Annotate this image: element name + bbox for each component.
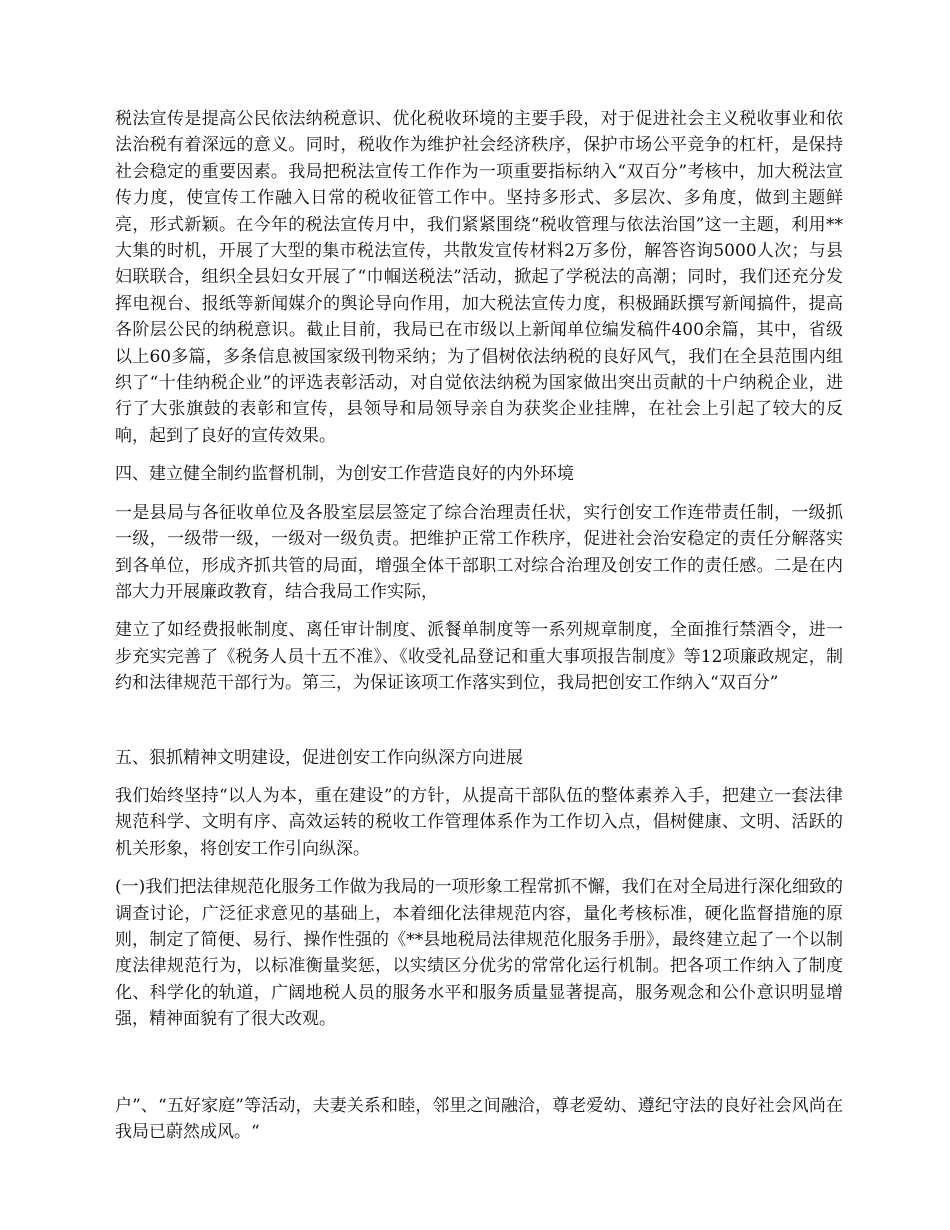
paragraph-regulations: 建立了如经费报帐制度、离任审计制度、派餐单制度等一系列规章制度，全面推行禁酒令，进一步充实完善了《税务人员十五不准》、《收受礼品登记和重大事项报告制度》等12项廉政规定，制约和法律规范干部行为。第三，为保证该项工作落实到位，我局把创安工作纳入“双百分” xyxy=(115,620,843,694)
paragraph-responsibility-system: 一是县局与各征收单位及各股室层层签定了综合治理责任状，实行创安工作连带责任制，一级抓一级，一级带一级，一级对一级负责。把维护正常工作秩序，促进社会治安稳定的责任分解落实到各单位，形成齐抓共管的局面，增强全体干部职工对综合治理及创安工作的责任感。二是在内部大力开展廉政教育，结合我局工作实际， xyxy=(115,502,843,602)
paragraph-tax-publicity: 税法宣传是提高公民依法纳税意识、优化税收环境的主要手段，对于促进社会主义税收事业和依法治税有着深远的意义。同时，税收作为维护社会经济秩序，保护市场公平竞争的杠杆，是保持社会稳定的重要因素。我局把税法宣传工作作为一项重要指标纳入“双百分”考核中，加大税法宣传力度，使宣传工作融入日常的税收征管工作中。坚持多形式、多层次、多角度，做到主题鲜亮，形式新颖。在今年的税法宣传月中，我们紧紧围绕“税收管理与依法治国”这一主题，利用**大集的时机，开展了大型的集市税法宣传，共散发宣传材料2万多份，解答咨询5000人次；与县妇联联合，组织全县妇女开展了“巾帼送税法”活动，掀起了学税法的高潮；同时，我们还充分发挥电视台、报纸等新闻媒介的舆论导向作用，加大税法宣传力度，积极踊跃撰写新闻搞件，提高各阶层公民的纳税意识。截止目前，我局已在市级以上新闻单位编发稿件400余篇，其中，省级以上60多篇，多条信息被国家级刊物采纳；为了倡树依法纳税的良好风气，我们在全县范围内组织了“十佳纳税企业”的评选表彰活动，对自觉依法纳税为国家做出突出贡献的十户纳税企业，进行了大张旗鼓的表彰和宣传，县领导和局领导亲自为获奖企业挂牌，在社会上引起了较大的反响，起到了良好的宣传效果。 xyxy=(115,109,843,446)
section-heading-4: 四、建立健全制约监督机制，为创安工作营造良好的内外环境 xyxy=(115,464,574,485)
section-heading-5: 五、狠抓精神文明建设，促进创安工作向纵深方向进展 xyxy=(115,747,523,768)
paragraph-standardized-service: (一)我们把法律规范化服务工作做为我局的一项形象工程常抓不懈，我们在对全局进行深化细致的调查讨论，广泛征求意见的基础上，本着细化法律规范内容，量化考核标准，硬化监督措施的原则，制定了简便、易行、操作性强的《**县地税局法律规范化服务手册》，最终建立起了一个以制度法律规范行为，以标准衡量奖惩，以实绩区分优劣的常常化运行机制。把各项工作纳入了制度化、科学化的轨道，广阔地税人员的服务水平和服务质量显著提高，服务观念和公仆意识明显增强，精神面貌有了很大改观。 xyxy=(115,877,843,1030)
paragraph-people-oriented: 我们始终坚持“以人为本，重在建设”的方针，从提高干部队伍的整体素养入手，把建立一套法律规范科学、文明有序、高效运转的税收工作管理体系作为工作切入点，倡树健康、文明、活跃的机关形象，将创安工作引向纵深。 xyxy=(115,785,843,859)
paragraph-family-activities: 户”、“五好家庭”等活动，夫妻关系和睦，邻里之间融洽，尊老爱幼、遵纪守法的良好社会风尚在我局已蔚然成风。“ xyxy=(115,1095,843,1142)
spacer xyxy=(115,1045,843,1093)
document-page xyxy=(115,106,843,1157)
spacer xyxy=(115,709,843,745)
